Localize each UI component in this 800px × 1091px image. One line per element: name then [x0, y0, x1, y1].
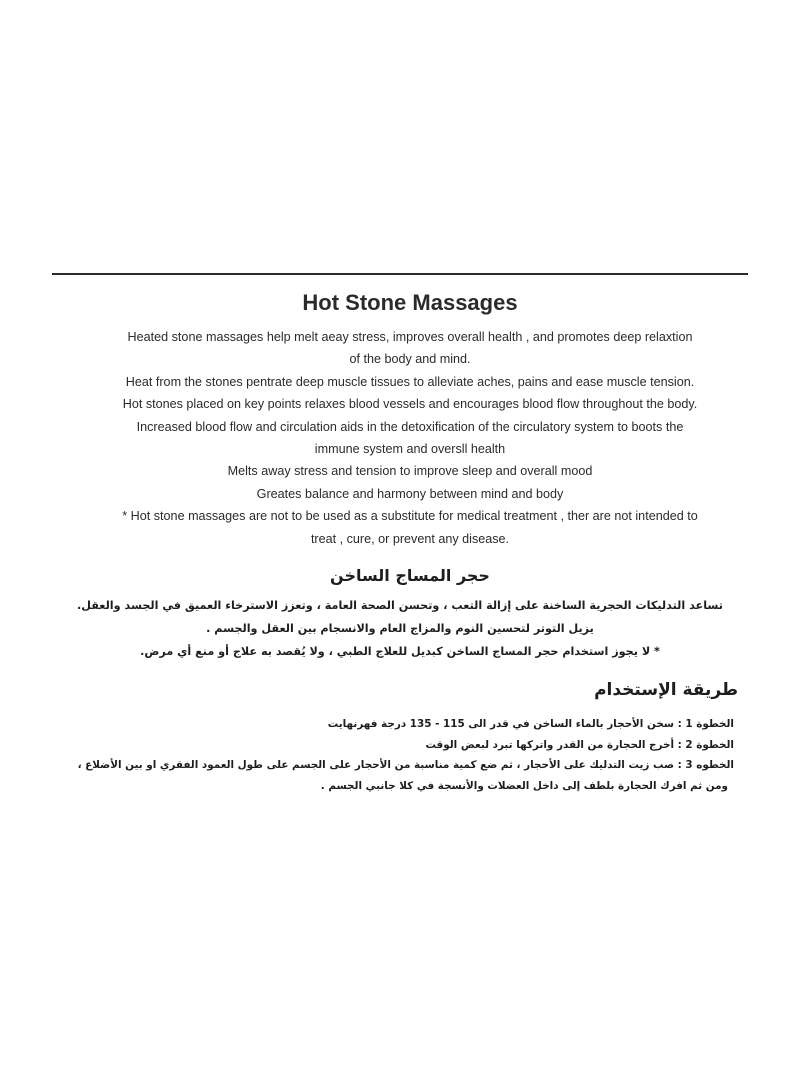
- english-line: immune system and oversll health: [314, 442, 506, 457]
- english-line: of the body and mind.: [349, 352, 471, 367]
- usage-step-2: الخطوة 2 : أخرج الحجارة من القدر واتركها تبرد لبعض الوقت: [425, 738, 734, 751]
- english-line: Heat from the stones pentrate deep muscle tissues to alleviate aches, pains and ease muscle tension.: [125, 374, 695, 389]
- arabic-line: يزيل التوتر لتحسين النوم والمزاج العام والانسجام بين العقل والجسم .: [206, 622, 594, 635]
- english-line: Increased blood flow and circulation aids in the detoxification of the circulatory system to boots the: [136, 419, 684, 434]
- english-line: Greates balance and harmony between mind and body: [256, 486, 564, 501]
- arabic-title: حجر المساج الساخن: [330, 566, 490, 585]
- english-line: Heated stone massages help melt aeay stress, improves overall health , and promotes deep relaxtion: [127, 330, 693, 344]
- usage-step-3-continued: ومن ثم افرك الحجارة بلطف إلى داخل العضلات والأنسجة في كلا جانبي الجسم .: [320, 779, 728, 792]
- usage-steps: [78, 714, 734, 796]
- usage-title: طريقة الإستخدام: [594, 680, 738, 700]
- usage-step-3: الخطوه 3 : صب زيت التدليك على الأحجار ، ثم ضع كمية مناسبة من الأحجار على الجسم على طول العمود الفقري او بين الأضلاع ،: [77, 759, 734, 771]
- english-title: Hot Stone Massages: [302, 290, 518, 315]
- arabic-line: * لا يجوز استخدام حجر المساج الساخن كبديل للعلاج الطبي ، ولا يُقصد به علاج أو منع أي مرض.: [140, 645, 660, 658]
- arabic-description: [60, 594, 740, 663]
- english-line: Hot stones placed on key points relaxes blood vessels and encourages blood flow throughout the body.: [122, 397, 698, 412]
- english-description: [90, 326, 730, 550]
- english-line: Melts away stress and tension to improve sleep and overall mood: [227, 464, 593, 479]
- usage-step-1: الخطوة 1 : سخن الأحجار بالماء الساخن في قدر الى 115 - 135 درجة فهرنهايت: [327, 718, 734, 730]
- english-line: treat , cure, or prevent any disease.: [310, 531, 510, 546]
- english-line: * Hot stone massages are not to be used as a substitute for medical treatment , ther are not intended to: [122, 509, 698, 524]
- arabic-line: تساعد التدليكات الحجرية الساخنة على إزالة التعب ، وتحسن الصحة العامة ، وتعزز الاسترخاء العميق في الجسد والعقل.: [77, 599, 723, 612]
- horizontal-divider: [52, 273, 748, 275]
